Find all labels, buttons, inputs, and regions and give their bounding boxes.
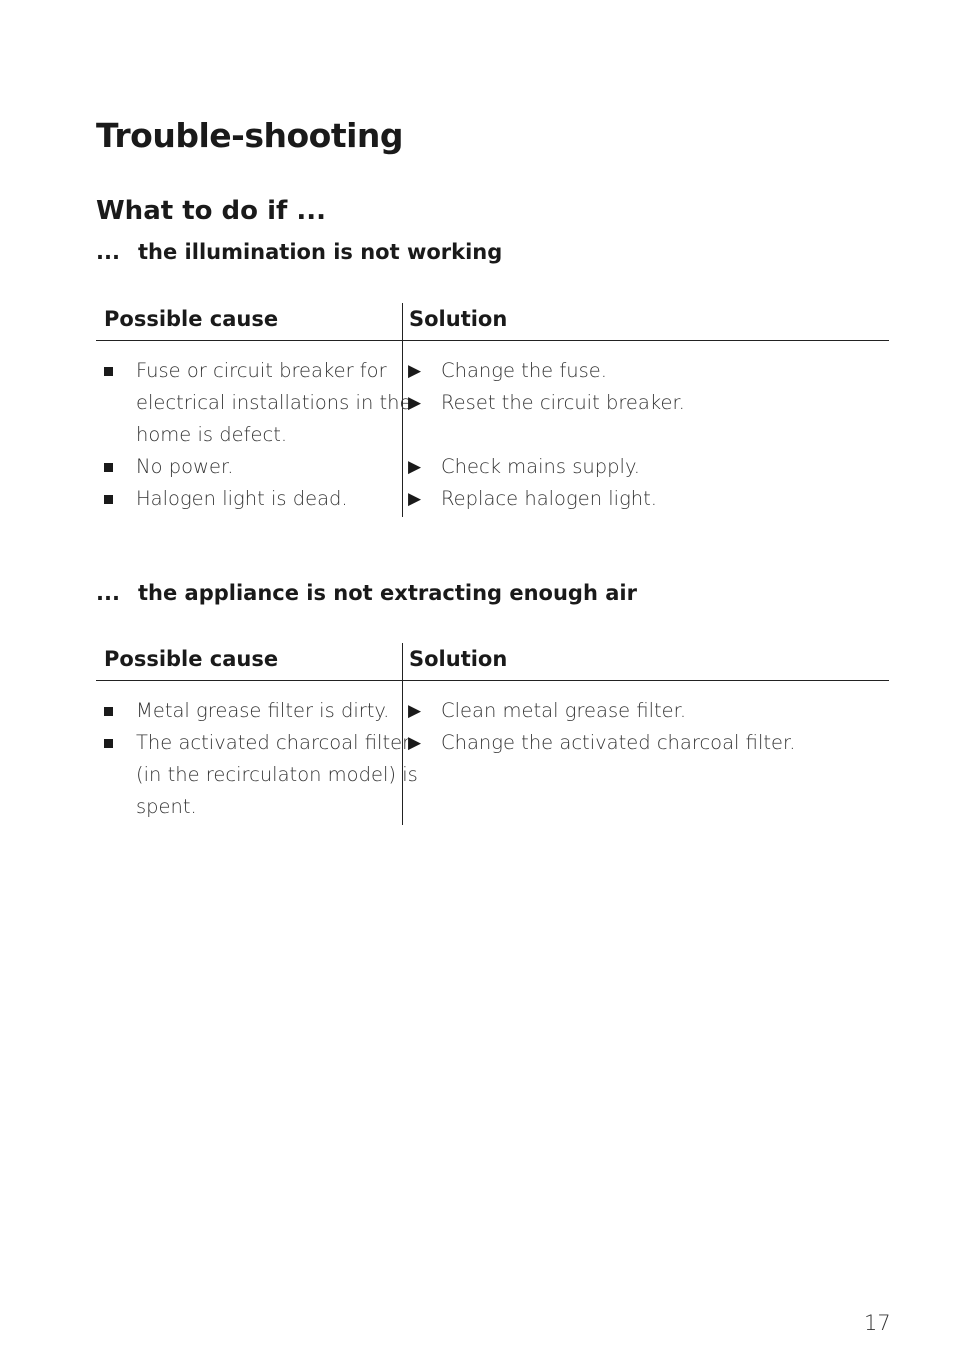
square-bullet-icon — [104, 495, 113, 504]
square-bullet-icon — [104, 739, 113, 748]
solution-column — [408, 695, 878, 759]
cause-item-continued — [96, 791, 396, 823]
arrow-right-icon: ▶ — [408, 393, 422, 413]
solution-text: Change the activated charcoal filter. — [441, 731, 796, 754]
section-title: What to do if ... — [96, 196, 326, 226]
cause-item — [96, 695, 396, 727]
arrow-right-icon: ▶ — [408, 489, 422, 509]
cause-column — [96, 695, 418, 823]
cause-item-continued — [96, 419, 396, 451]
table-header — [96, 643, 889, 681]
cause-text: spent. — [136, 795, 197, 818]
solution-text: Change the fuse. — [441, 359, 607, 382]
solution-column — [408, 355, 878, 515]
cause-text: No power. — [136, 455, 234, 478]
arrow-right-icon: ▶ — [408, 361, 422, 381]
cause-item — [96, 451, 396, 483]
subheading-text: the appliance is not extracting enough air — [138, 581, 637, 605]
cause-text: home is defect. — [136, 423, 288, 446]
ellipsis: ... — [96, 240, 120, 264]
header-possible-cause: Possible cause — [104, 647, 279, 671]
page-number: 17 — [864, 1311, 891, 1335]
arrow-right-icon: ▶ — [408, 457, 422, 477]
subheading-airflow — [96, 581, 637, 605]
cause-text: The activated charcoal filter — [136, 731, 411, 754]
square-bullet-icon — [104, 367, 113, 376]
solution-text: Reset the circuit breaker. — [441, 391, 685, 414]
solution-item — [408, 727, 878, 759]
cause-item — [96, 355, 396, 387]
trouble-table-airflow — [96, 643, 889, 818]
header-solution: Solution — [409, 307, 508, 331]
solution-item — [408, 695, 878, 727]
cause-text: (in the recirculaton model) is — [136, 763, 418, 786]
header-solution: Solution — [409, 647, 508, 671]
cause-item-continued — [96, 387, 412, 419]
solution-item — [408, 387, 878, 419]
subheading-text: the illumination is not working — [138, 240, 503, 264]
arrow-right-icon: ▶ — [408, 733, 422, 753]
solution-text: Replace halogen light. — [441, 487, 657, 510]
solution-item — [408, 483, 878, 515]
cause-text: Halogen light is dead. — [136, 487, 348, 510]
square-bullet-icon — [104, 707, 113, 716]
cause-text: electrical installations in the — [136, 391, 412, 414]
solution-item — [408, 451, 878, 483]
solution-text: Clean metal grease filter. — [441, 699, 687, 722]
arrow-right-icon: ▶ — [408, 701, 422, 721]
subheading-illumination — [96, 240, 502, 264]
header-possible-cause: Possible cause — [104, 307, 279, 331]
table-header — [96, 303, 889, 341]
cause-column — [96, 355, 412, 515]
ellipsis: ... — [96, 581, 120, 605]
trouble-table-illumination — [96, 303, 889, 510]
cause-item — [96, 727, 411, 759]
solution-text: Check mains supply. — [441, 455, 640, 478]
square-bullet-icon — [104, 463, 113, 472]
solution-item — [408, 355, 878, 387]
cause-text: Fuse or circuit breaker for — [136, 359, 387, 382]
cause-item — [96, 483, 396, 515]
page-title: Trouble-shooting — [96, 116, 404, 155]
cause-item-continued — [96, 759, 418, 791]
cause-text: Metal grease filter is dirty. — [136, 699, 390, 722]
